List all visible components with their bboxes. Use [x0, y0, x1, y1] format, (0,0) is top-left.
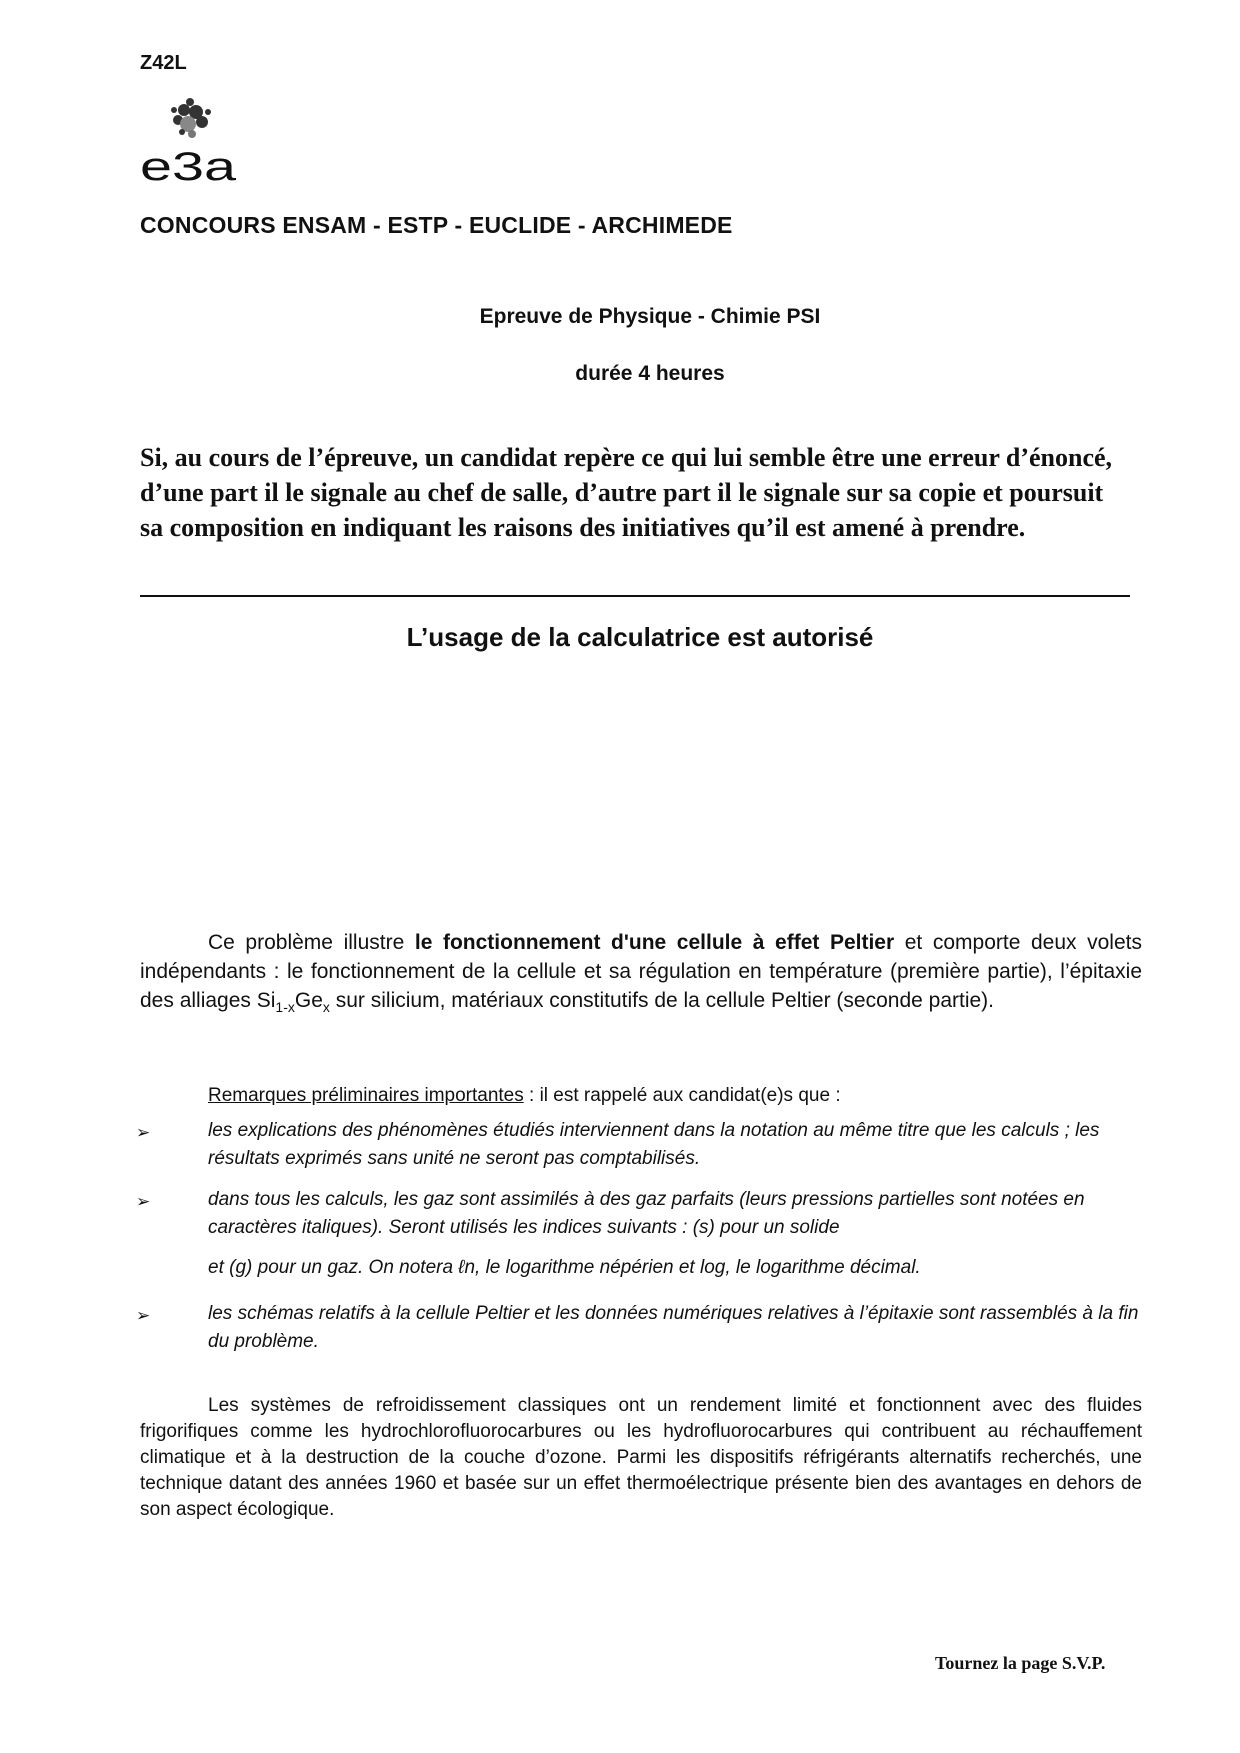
exam-duration: durée 4 heures — [575, 362, 725, 385]
bullet-icon: ➢ — [136, 1123, 151, 1142]
exam-code: Z42L — [140, 52, 187, 74]
error-warning-notice: Si, au cours de l’épreuve, un candidat repère ce qui lui semble être une erreur d’énoncé, d’une part il le signale au chef de salle, d’autre part il le signale sur sa copie et poursuit sa composition en indiquant les raisons des initiatives qu’il est amené à prendre. — [140, 443, 1113, 542]
e3a-logo — [140, 94, 250, 194]
calculator-notice: L’usage de la calculatrice est autorisé — [406, 622, 874, 652]
remarks-heading: Remarques préliminaires importantes : il est rappelé aux candidat(e)s que : — [208, 1085, 841, 1106]
bullet-icon: ➢ — [136, 1306, 151, 1325]
remark-item-1: les explications des phénomènes étudiés interviennent dans la notation au même titre que les calculs ; les résultats exprimés sans unité ne seront pas comptabilisés. — [208, 1120, 1100, 1169]
exam-title: Epreuve de Physique - Chimie PSI — [479, 305, 821, 328]
remark-item-2: dans tous les calculs, les gaz sont assimilés à des gaz parfaits (leurs pressions partielles sont notées en caractères italiques). Seront utilisés les indices suivants : (s) pour un solide — [208, 1189, 1085, 1238]
cooling-systems-paragraph: Les systèmes de refroidissement classiques ont un rendement limité et fonctionnent avec des fluides frigorifiques comme les hydrochlorofluorocarbures ou les hydrofluorocarbures qui contribuent au réchauffement climatique et à la destruction de la couche d’ozone. Parmi les dispositifs réfrigérants alternatifs recherchés, une technique datant des années 1960 et basée sur un effet thermoélectrique présente bien des avantages en dehors de son aspect écologique. — [140, 1395, 1142, 1520]
e3a-logo-text: e3a — [140, 145, 238, 189]
remark-item-2-continued: et (g) pour un gaz. On notera ℓn, le logarithme népérien et log, le logarithme décimal. — [208, 1257, 921, 1278]
peltier-highlight: le fonctionnement d'une cellule à effet Peltier — [414, 931, 895, 954]
bullet-icon: ➢ — [136, 1192, 151, 1211]
contest-name: CONCOURS ENSAM - ESTP - EUCLIDE - ARCHIMEDE — [140, 212, 733, 238]
intro-paragraph: Ce problème illustre le fonctionnement d'une cellule à effet Peltier et comporte deux volets indépendants : le fonctionnement de la cellule et sa régulation en température (première partie), l’épitaxie des alliages $Si_{1-x}Ge_x$ sur silicium, matériaux constitutifs de la cellule Peltier (seconde partie). — [140, 931, 1142, 1016]
remark-item-3: les schémas relatifs à la cellule Peltier et les données numériques relatives à l’épitaxie sont rassemblés à la fin du problème. — [208, 1303, 1139, 1352]
horizontal-rule — [140, 595, 1130, 597]
turn-page-footer: Tournez la page S.V.P. — [935, 1653, 1106, 1673]
